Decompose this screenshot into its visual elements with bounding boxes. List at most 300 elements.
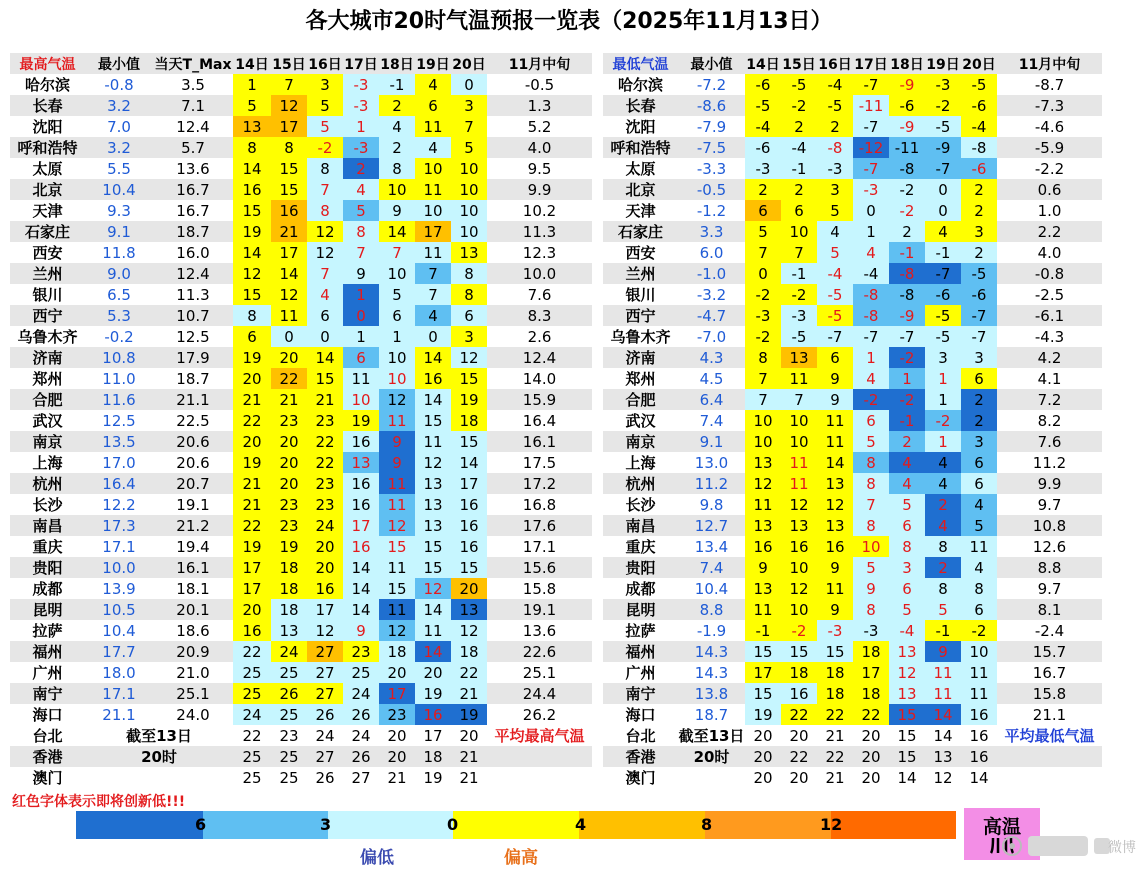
legend-seg-p8 [579,811,705,839]
forecast-cell: 7 [415,263,451,284]
city-name: 合肥 [603,389,678,410]
forecast-cell: 4 [889,452,925,473]
forecast-cell: 16 [451,536,487,557]
forecast-cell: 14 [415,641,451,662]
legend-high-label: 偏高 [504,848,538,868]
forecast-cell: 13 [745,515,781,536]
record-min-value: 17.3 [85,515,153,536]
forecast-cell: 14 [379,221,415,242]
max-header-row [10,53,592,74]
city-name: 济南 [603,347,678,368]
forecast-cell: 12 [379,515,415,536]
forecast-cell: 8 [961,578,997,599]
mid-nov-avg: 10.0 [487,263,592,284]
extra-note [678,767,745,788]
city-name: 香港 [603,746,678,767]
max-table-row [10,515,592,536]
record-min-value: 6.0 [678,242,745,263]
city-name: 石家庄 [10,221,85,242]
record-min-value: -0.5 [678,179,745,200]
forecast-cell: 10 [745,431,781,452]
mid-nov-avg: 15.8 [487,578,592,599]
forecast-cell: -3 [343,95,379,116]
forecast-cell: 17 [233,557,271,578]
forecast-cell: 25 [233,683,271,704]
forecast-cell: 13 [781,515,817,536]
city-name: 上海 [603,452,678,473]
max-table-row [10,95,592,116]
forecast-cell: 2 [961,389,997,410]
forecast-cell: -1 [781,158,817,179]
max-table-row [10,116,592,137]
forecast-cell: -8 [889,284,925,305]
forecast-cell: 8 [853,599,889,620]
forecast-cell: 3 [961,221,997,242]
forecast-cell: 11 [925,683,961,704]
forecast-cell: 7 [781,389,817,410]
forecast-cell: 10 [745,410,781,431]
legend-value-6: 6 [195,815,207,834]
forecast-cell: 5 [817,200,853,221]
max-table-row [10,305,592,326]
forecast-cell: 21 [817,725,853,746]
mid-nov-avg: 10.2 [487,200,592,221]
max-table-row [10,578,592,599]
mid-nov-avg: 7.2 [997,389,1102,410]
forecast-cell: 1 [925,368,961,389]
forecast-cell: -6 [961,95,997,116]
forecast-cell: 16 [415,704,451,725]
mid-nov-avg: 19.1 [487,599,592,620]
forecast-cell: 22 [307,452,343,473]
forecast-cell: 11 [817,578,853,599]
forecast-cell: 22 [233,410,271,431]
forecast-cell: 16 [343,536,379,557]
forecast-cell: 8 [233,137,271,158]
forecast-cell: 3 [451,95,487,116]
forecast-cell: 23 [379,704,415,725]
forecast-cell: -6 [925,284,961,305]
min-table-row [603,95,1102,116]
forecast-cell: 18 [817,662,853,683]
forecast-cell: 13 [451,242,487,263]
max-header-cell: 17日 [343,53,379,74]
today-max-value: 16.1 [153,557,233,578]
forecast-cell: 9 [853,578,889,599]
forecast-cell: 11 [343,368,379,389]
forecast-cell: -8 [889,263,925,284]
record-min-value: -3.3 [678,158,745,179]
forecast-cell: 8 [343,221,379,242]
forecast-cell: 1 [925,389,961,410]
record-min-value: 13.5 [85,431,153,452]
forecast-cell: 25 [271,704,307,725]
forecast-cell: 8 [307,158,343,179]
forecast-cell: 0 [343,305,379,326]
forecast-cell: 0 [925,200,961,221]
forecast-cell: 14 [271,263,307,284]
max-table-row [10,641,592,662]
forecast-cell: 5 [817,242,853,263]
forecast-cell: 3 [307,74,343,95]
forecast-cell: 15 [271,179,307,200]
record-min-value: 13.9 [85,578,153,599]
forecast-cell: 11 [961,536,997,557]
forecast-cell: 5 [343,200,379,221]
forecast-cell: 20 [853,767,889,788]
red-font-note: 红色字体表示即将创新低!!! [12,794,186,810]
max-table-row [10,704,592,725]
record-min-value: 5.5 [85,158,153,179]
forecast-cell: -4 [889,620,925,641]
mid-nov-avg: 12.6 [997,536,1102,557]
forecast-cell: -1 [889,242,925,263]
city-name: 银川 [603,284,678,305]
forecast-cell: 13 [451,599,487,620]
record-min-value: 6.5 [85,284,153,305]
forecast-cell: 14 [925,704,961,725]
max-temp-table [10,53,592,788]
today-max-value: 12.4 [153,116,233,137]
forecast-cell: 9 [817,389,853,410]
forecast-cell: 27 [343,767,379,788]
city-name: 太原 [603,158,678,179]
mid-nov-avg: 16.1 [487,431,592,452]
forecast-cell: 6 [817,347,853,368]
forecast-cell: 11 [415,620,451,641]
forecast-cell: 10 [379,179,415,200]
forecast-cell: 13 [781,347,817,368]
forecast-cell: 21 [451,683,487,704]
forecast-cell: 14 [307,347,343,368]
city-name: 沈阳 [10,116,85,137]
max-extra-row [10,725,592,746]
forecast-cell: 10 [415,158,451,179]
forecast-cell: 20 [307,536,343,557]
forecast-cell: 7 [745,389,781,410]
forecast-cell: 15 [233,200,271,221]
forecast-cell: 15 [415,557,451,578]
forecast-cell: 9 [343,263,379,284]
legend-seg-c3 [203,811,328,839]
today-max-value: 20.7 [153,473,233,494]
city-name: 香港 [10,746,85,767]
forecast-cell: 14 [925,725,961,746]
forecast-cell: 23 [271,494,307,515]
forecast-cell: 16 [343,473,379,494]
forecast-cell: 2 [889,221,925,242]
today-max-value: 3.5 [153,74,233,95]
forecast-cell: 21 [817,767,853,788]
max-table-row [10,599,592,620]
forecast-cell: 26 [271,683,307,704]
mid-nov-avg: 15.7 [997,641,1102,662]
forecast-cell: 17 [415,221,451,242]
max-table-row [10,536,592,557]
forecast-cell: 2 [379,95,415,116]
today-max-value: 20.1 [153,599,233,620]
record-min-value: 12.5 [85,410,153,431]
forecast-cell: 22 [817,746,853,767]
city-name: 呼和浩特 [603,137,678,158]
city-name: 澳门 [603,767,678,788]
forecast-cell: 22 [233,641,271,662]
mid-nov-avg: 11.3 [487,221,592,242]
forecast-cell: -4 [781,137,817,158]
city-name: 拉萨 [603,620,678,641]
city-name: 乌鲁木齐 [603,326,678,347]
today-max-value: 21.1 [153,389,233,410]
forecast-cell: 4 [925,221,961,242]
mid-nov-avg: 25.1 [487,662,592,683]
legend-low-label: 偏低 [360,848,394,868]
forecast-cell: -6 [745,74,781,95]
forecast-cell: 4 [925,452,961,473]
forecast-cell: 24 [307,515,343,536]
record-min-value: 9.3 [85,200,153,221]
mid-nov-avg: 7.6 [997,431,1102,452]
today-max-value: 18.7 [153,368,233,389]
forecast-cell: 20 [271,431,307,452]
forecast-cell: 15 [745,641,781,662]
legend-seg-c0 [328,811,453,839]
mid-nov-avg: 9.9 [487,179,592,200]
mid-nov-avg: 26.2 [487,704,592,725]
city-name: 台北 [603,725,678,746]
max-table-row [10,221,592,242]
mid-nov-avg: 9.7 [997,578,1102,599]
forecast-cell: 17 [451,473,487,494]
watermark-text: 微博 [1108,840,1136,856]
forecast-cell: 5 [233,95,271,116]
min-table-row [603,494,1102,515]
city-name: 南京 [10,431,85,452]
forecast-cell: 7 [307,263,343,284]
forecast-cell: 19 [343,410,379,431]
mid-nov-avg: 15.8 [997,683,1102,704]
city-name: 广州 [603,662,678,683]
forecast-cell: -8 [853,284,889,305]
extra-note: 截至13日 [678,727,745,745]
city-name: 西宁 [603,305,678,326]
forecast-cell: -3 [853,620,889,641]
forecast-cell: 10 [343,389,379,410]
forecast-cell: -3 [745,158,781,179]
forecast-cell: 18 [853,683,889,704]
forecast-cell: 3 [817,179,853,200]
forecast-cell: 12 [451,620,487,641]
mid-nov-avg: 9.5 [487,158,592,179]
forecast-cell: 23 [307,410,343,431]
mid-nov-avg: 10.8 [997,515,1102,536]
forecast-cell: 11 [817,410,853,431]
record-min-value: 13.0 [678,452,745,473]
forecast-cell: 22 [307,431,343,452]
forecast-cell: -7 [853,326,889,347]
forecast-cell: 19 [415,683,451,704]
forecast-cell: -3 [925,74,961,95]
record-min-value: 17.0 [85,452,153,473]
city-name: 杭州 [603,473,678,494]
forecast-cell: 12 [307,242,343,263]
forecast-cell: 4 [853,368,889,389]
city-name: 沈阳 [603,116,678,137]
max-table-row [10,662,592,683]
forecast-cell: 25 [343,662,379,683]
city-name: 天津 [603,200,678,221]
forecast-cell: 11 [379,410,415,431]
forecast-cell: 7 [307,179,343,200]
forecast-cell: 23 [271,515,307,536]
avg-label: 平均最高气温 [487,725,592,746]
forecast-cell: 19 [415,767,451,788]
forecast-cell: 18 [451,641,487,662]
today-max-value: 24.0 [153,704,233,725]
forecast-cell: 7 [745,242,781,263]
forecast-cell: 7 [415,284,451,305]
avg-label [487,746,592,767]
city-name: 兰州 [603,263,678,284]
forecast-cell: 6 [451,305,487,326]
forecast-cell: 8 [451,284,487,305]
forecast-cell: -8 [817,137,853,158]
city-name: 澳门 [10,767,85,788]
forecast-cell: 1 [343,284,379,305]
avg-label [997,746,1102,767]
record-min-value: 7.4 [678,410,745,431]
forecast-cell: -6 [889,95,925,116]
city-name: 南宁 [10,683,85,704]
legend-seg-p16 [831,811,956,839]
forecast-cell: 14 [343,599,379,620]
forecast-cell: 2 [961,410,997,431]
max-header-cell: 14日 [233,53,271,74]
min-table-row [603,221,1102,242]
forecast-cell: -9 [889,116,925,137]
record-min-value: -4.7 [678,305,745,326]
forecast-cell: 0 [925,179,961,200]
forecast-cell: 9 [925,641,961,662]
min-extra-row [603,725,1102,746]
forecast-cell: -6 [961,158,997,179]
forecast-cell: 14 [343,578,379,599]
record-min-value: -8.6 [678,95,745,116]
today-max-value: 20.6 [153,431,233,452]
forecast-cell: 11 [925,662,961,683]
record-min-value: 7.0 [85,116,153,137]
forecast-cell: 5 [451,137,487,158]
forecast-cell: 25 [271,662,307,683]
record-min-value: 4.3 [678,347,745,368]
max-header-cell: 11月中旬 [487,53,592,74]
mid-nov-avg: -0.5 [487,74,592,95]
forecast-cell: -5 [961,263,997,284]
forecast-cell: 16 [745,536,781,557]
forecast-cell: 16 [781,536,817,557]
record-min-value: 13.8 [678,683,745,704]
forecast-cell: 10 [415,200,451,221]
forecast-cell: -9 [889,74,925,95]
forecast-cell: 21 [451,746,487,767]
record-min-value: 7.4 [678,557,745,578]
today-max-value: 21.0 [153,662,233,683]
city-name: 拉萨 [10,620,85,641]
weibo-watermark [1000,826,1136,866]
city-name: 成都 [10,578,85,599]
min-table-row [603,116,1102,137]
forecast-cell: 2 [379,137,415,158]
forecast-cell: 1 [889,368,925,389]
mid-nov-avg: 8.8 [997,557,1102,578]
forecast-cell: 14 [233,242,271,263]
forecast-cell: 20 [233,599,271,620]
forecast-cell: 23 [271,725,307,746]
today-max-value: 21.2 [153,515,233,536]
forecast-cell: 8 [451,263,487,284]
forecast-cell: 10 [781,221,817,242]
forecast-cell: 8 [271,137,307,158]
forecast-cell: 4 [415,137,451,158]
city-name: 北京 [10,179,85,200]
mid-nov-avg: 8.1 [997,599,1102,620]
forecast-cell: 0 [271,326,307,347]
forecast-cell: 3 [961,431,997,452]
forecast-cell: 1 [343,116,379,137]
record-min-value: -7.9 [678,116,745,137]
min-table-row [603,578,1102,599]
forecast-cell: 4 [307,284,343,305]
mid-nov-avg: 16.4 [487,410,592,431]
forecast-cell: 20 [233,431,271,452]
forecast-cell: 2 [961,179,997,200]
forecast-cell: -7 [961,326,997,347]
today-max-value: 12.5 [153,326,233,347]
min-table-row [603,452,1102,473]
forecast-cell: 6 [889,515,925,536]
forecast-cell: 14 [451,452,487,473]
forecast-cell: 14 [415,389,451,410]
forecast-cell: 9 [379,200,415,221]
forecast-cell: 2 [781,179,817,200]
forecast-cell: 9 [817,557,853,578]
hot-legend-label: 高温 [982,816,1021,838]
forecast-cell: 16 [415,368,451,389]
forecast-cell: 20 [853,725,889,746]
forecast-cell: -1 [889,410,925,431]
forecast-cell: 11 [781,368,817,389]
forecast-cell: -5 [961,74,997,95]
forecast-cell: 23 [271,410,307,431]
forecast-cell: 7 [379,242,415,263]
mid-nov-avg: 24.4 [487,683,592,704]
forecast-cell: 11 [781,473,817,494]
forecast-cell: 19 [271,536,307,557]
min-header-cell: 18日 [889,53,925,74]
min-table-row [603,662,1102,683]
max-table-row [10,431,592,452]
forecast-cell: -3 [343,74,379,95]
max-table-row [10,347,592,368]
record-min-value: -7.5 [678,137,745,158]
forecast-cell: 27 [307,683,343,704]
city-name: 西安 [10,242,85,263]
forecast-cell: 5 [745,221,781,242]
mid-nov-avg: -2.4 [997,620,1102,641]
min-table-row [603,305,1102,326]
forecast-cell: -2 [781,95,817,116]
min-table-row [603,431,1102,452]
city-name: 南京 [603,431,678,452]
